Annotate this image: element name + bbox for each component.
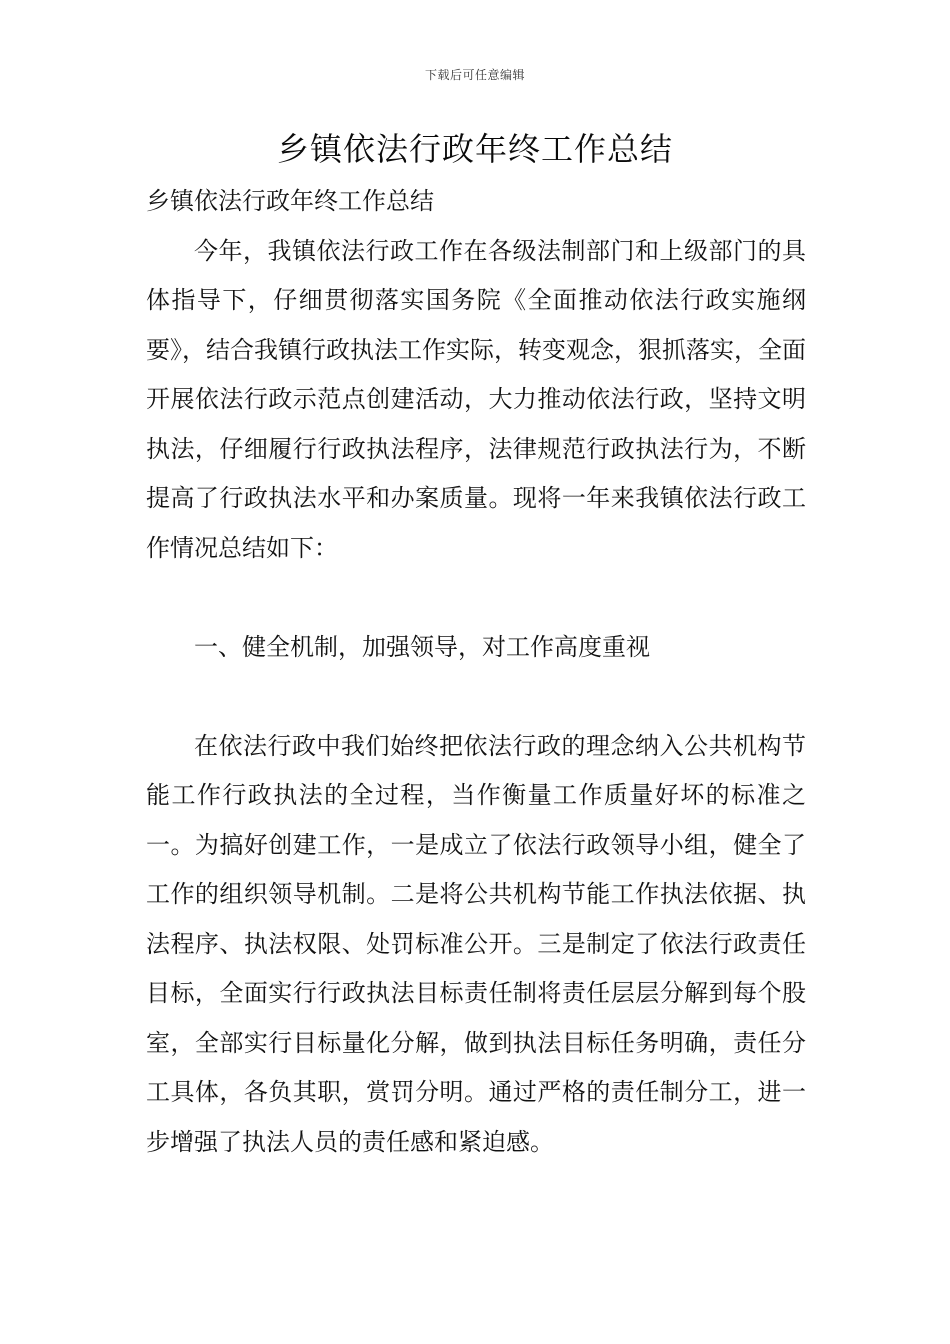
paragraph-spacer (146, 672, 806, 722)
document-body (146, 177, 806, 1167)
section-1-paragraph: 在依法行政中我们始终把依法行政的理念纳入公共机构节能工作行政执法的全过程，当作衡量工作质量好坏的标准之一。为搞好创建工作，一是成立了依法行政领导小组，健全了工作的组织领导机制。二是将公共机构节能工作执法依据、执法程序、执法权限、处罚标准公开。三是制定了依法行政责任目标，全面实行行政执法目标责任制将责任层层分解到每个股室，全部实行目标量化分解，做到执法目标任务明确，责任分工具体，各负其职，赏罚分明。通过严格的责任制分工，进一步增强了执法人员的责任感和紧迫感。 (146, 731, 806, 1156)
header-note: 下载后可任意编辑 (424, 68, 525, 82)
intro-paragraph: 今年，我镇依法行政工作在各级法制部门和上级部门的具体指导下，仔细贯彻落实国务院《全面推动依法行政实施纲要》，结合我镇行政执法工作实际，转变观念，狠抓落实，全面开展依法行政示范点创建活动，大力推动依法行政，坚持文明执法，仔细履行行政执法程序，法律规范行政执法行为，不断提高了行政执法水平和办案质量。现将一年来我镇依法行政工作情况总结如下： (146, 236, 806, 562)
document-title: 乡镇依法行政年终工作总结 (276, 130, 673, 168)
section-heading-1: 一、健全机制，加强领导，对工作高度重视 (194, 632, 650, 661)
document-subtitle: 乡镇依法行政年终工作总结 (146, 187, 434, 215)
paragraph-spacer (146, 573, 806, 623)
